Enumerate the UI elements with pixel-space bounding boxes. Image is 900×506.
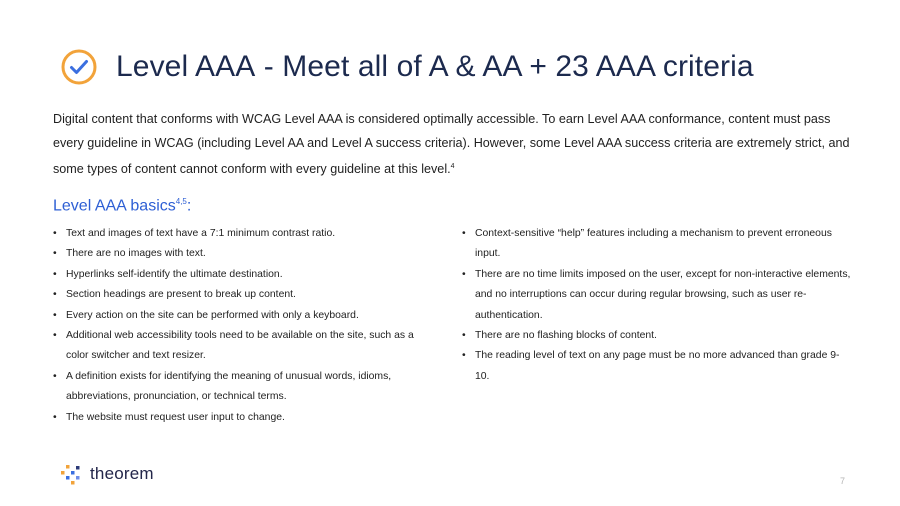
- list-item-text: The reading level of text on any page must be no more advanced than grade 9-10.: [475, 350, 840, 382]
- check-circle-icon: [60, 48, 98, 86]
- bullet-icon: •: [53, 411, 57, 423]
- right-bullet-list: [462, 224, 852, 387]
- intro-footnote-ref: 4: [450, 163, 455, 170]
- bullet-icon: •: [53, 228, 57, 239]
- list-item: [462, 224, 852, 265]
- left-bullet-list: [53, 224, 423, 428]
- list-item: [53, 224, 423, 244]
- section-heading-colon: :: [186, 197, 192, 215]
- bullet-icon: •: [53, 309, 57, 321]
- bullet-icon: •: [53, 248, 57, 260]
- list-item: [53, 326, 423, 367]
- section-heading-text: Level AAA basics: [53, 197, 176, 215]
- list-item: [53, 285, 423, 305]
- list-item: [53, 265, 423, 285]
- page-number: 7: [840, 476, 846, 486]
- intro-text: Digital content that conforms with WCAG Level AAA is considered optimally accessible. To earn Level AAA conformance, content must pass every guideline in WCAG (including Level AA and Level A success criteria). However, some Level AAA success criteria are extremely strict, and some types of content cannot conform with every guideline at this level.: [53, 112, 850, 177]
- list-item-text: A definition exists for identifying the meaning of unusual words, idioms, abbreviations, pronunciation, or technical terms.: [66, 370, 392, 403]
- bullet-icon: •: [462, 330, 466, 342]
- list-item: [462, 326, 852, 346]
- list-item: [53, 367, 423, 408]
- section-heading: [53, 197, 191, 215]
- list-item-text: There are no images with text.: [66, 248, 206, 260]
- list-item-text: Section headings are present to break up content.: [66, 289, 296, 301]
- logo-text: theorem: [90, 464, 154, 483]
- list-item-text: Hyperlinks self-identify the ultimate destination.: [66, 268, 283, 280]
- title-bold: Level AAA: [116, 50, 256, 83]
- list-item: [53, 244, 423, 264]
- list-item-text: Additional web accessibility tools need to be available on the site, such as a color switcher and text resizer.: [66, 330, 414, 362]
- bullet-icon: •: [53, 289, 57, 301]
- bullet-icon: •: [462, 268, 466, 280]
- list-item-text: Text and images of text have a 7:1 minimum contrast ratio.: [66, 228, 336, 239]
- list-item: [462, 265, 852, 326]
- list-item-text: The website must request user input to change.: [66, 411, 285, 423]
- theorem-logo-icon: [60, 462, 84, 486]
- list-item: [462, 346, 852, 387]
- list-item-text: There are no flashing blocks of content.: [475, 330, 657, 342]
- bullet-icon: •: [53, 330, 57, 342]
- section-heading-ref: 4,5: [175, 197, 187, 206]
- list-item: [53, 306, 423, 326]
- bullet-icon: •: [462, 228, 466, 239]
- list-item-text: Context-sensitive “help” features including a mechanism to prevent erroneous input.: [475, 228, 832, 260]
- bullet-icon: •: [53, 370, 57, 382]
- bullet-icon: •: [462, 350, 466, 362]
- footer-logo: [60, 462, 154, 486]
- bullet-icon: •: [53, 268, 57, 280]
- list-item: [53, 408, 423, 428]
- title-rest: - Meet all of A & AA + 23 AAA criteria: [255, 50, 754, 83]
- title-row: [60, 48, 754, 86]
- page-title: [116, 50, 754, 84]
- intro-paragraph: [53, 107, 853, 181]
- list-item-text: Every action on the site can be performed with only a keyboard.: [66, 309, 359, 321]
- list-item-text: There are no time limits imposed on the user, except for non-interactive elements, and no interruptions can occur during regular browsing, such as user re-authentication.: [475, 268, 851, 321]
